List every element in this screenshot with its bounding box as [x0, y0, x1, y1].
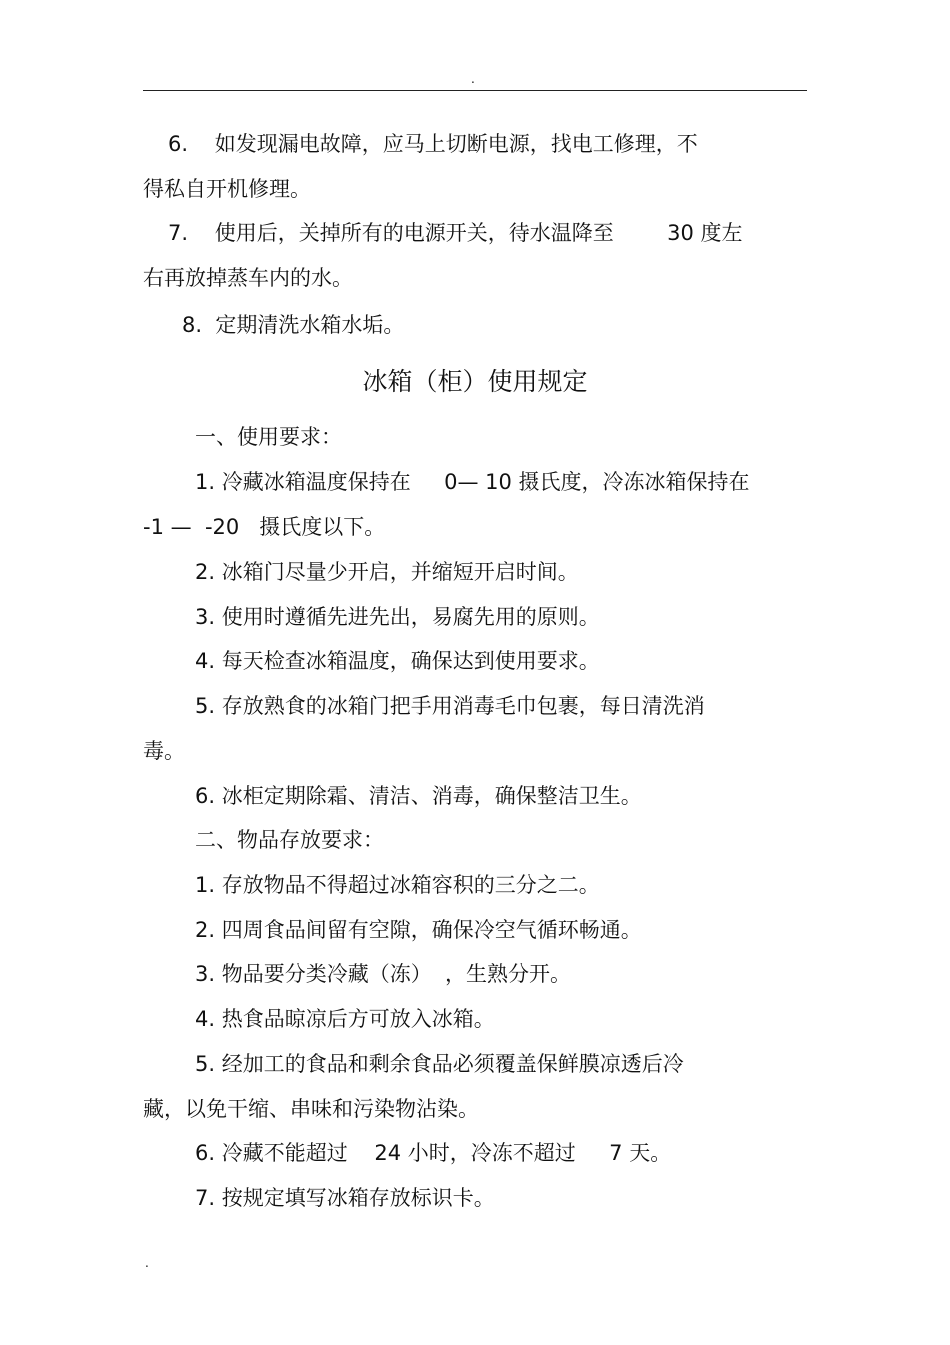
usage-item-5-line-2: 毒。 [143, 739, 185, 763]
usage-item-3: 3. 使用时遵循先进先出，易腐先用的原则。 [195, 605, 600, 629]
usage-item-1-line-1: 1. 冷藏冰箱温度保持在 0— 10 摄氏度，冷冻冰箱保持在 [195, 470, 750, 494]
storage-item-5-line-2: 藏，以免干缩、串味和污染物沾染。 [143, 1097, 479, 1121]
subheading-usage-requirements: 一、使用要求： [195, 425, 342, 449]
item-7-line-1: 7. 使用后，关掉所有的电源开关，待水温降至 30 度左 [168, 221, 743, 245]
section-title: 冰箱（柜）使用规定 [362, 367, 588, 396]
footer-mark: . [145, 1256, 149, 1270]
usage-item-4: 4. 每天检查冰箱温度，确保达到使用要求。 [195, 649, 600, 673]
item-8: 8. 定期清洗水箱水垢。 [182, 313, 405, 337]
storage-item-1: 1. 存放物品不得超过冰箱容积的三分之二。 [195, 873, 600, 897]
storage-item-6: 6. 冷藏不能超过 24 小时，冷冻不超过 7 天。 [195, 1141, 672, 1165]
storage-item-2: 2. 四周食品间留有空隙，确保冷空气循环畅通。 [195, 918, 642, 942]
header-rule [143, 90, 807, 91]
item-7-line-2: 右再放掉蒸车内的水。 [143, 266, 353, 290]
item-6-line-2: 得私自开机修理。 [143, 177, 311, 201]
storage-item-5-line-1: 5. 经加工的食品和剩余食品必须覆盖保鲜膜凉透后冷 [195, 1052, 684, 1076]
usage-item-2: 2. 冰箱门尽量少开启，并缩短开启时间。 [195, 560, 579, 584]
item-6-line-1: 6. 如发现漏电故障，应马上切断电源，找电工修理，不 [168, 132, 698, 156]
usage-item-6: 6. 冰柜定期除霜、清洁、消毒，确保整洁卫生。 [195, 784, 642, 808]
usage-item-5-line-1: 5. 存放熟食的冰箱门把手用消毒毛巾包裹，每日清洗消 [195, 694, 705, 718]
header-mark: . [471, 72, 475, 86]
usage-item-1-line-2: -1 — -20 摄氏度以下。 [143, 515, 386, 539]
storage-item-3: 3. 物品要分类冷藏（冻） ，生熟分开。 [195, 962, 572, 986]
storage-item-7: 7. 按规定填写冰箱存放标识卡。 [195, 1186, 495, 1210]
subheading-storage-requirements: 二、物品存放要求： [195, 828, 384, 852]
storage-item-4: 4. 热食品晾凉后方可放入冰箱。 [195, 1007, 495, 1031]
